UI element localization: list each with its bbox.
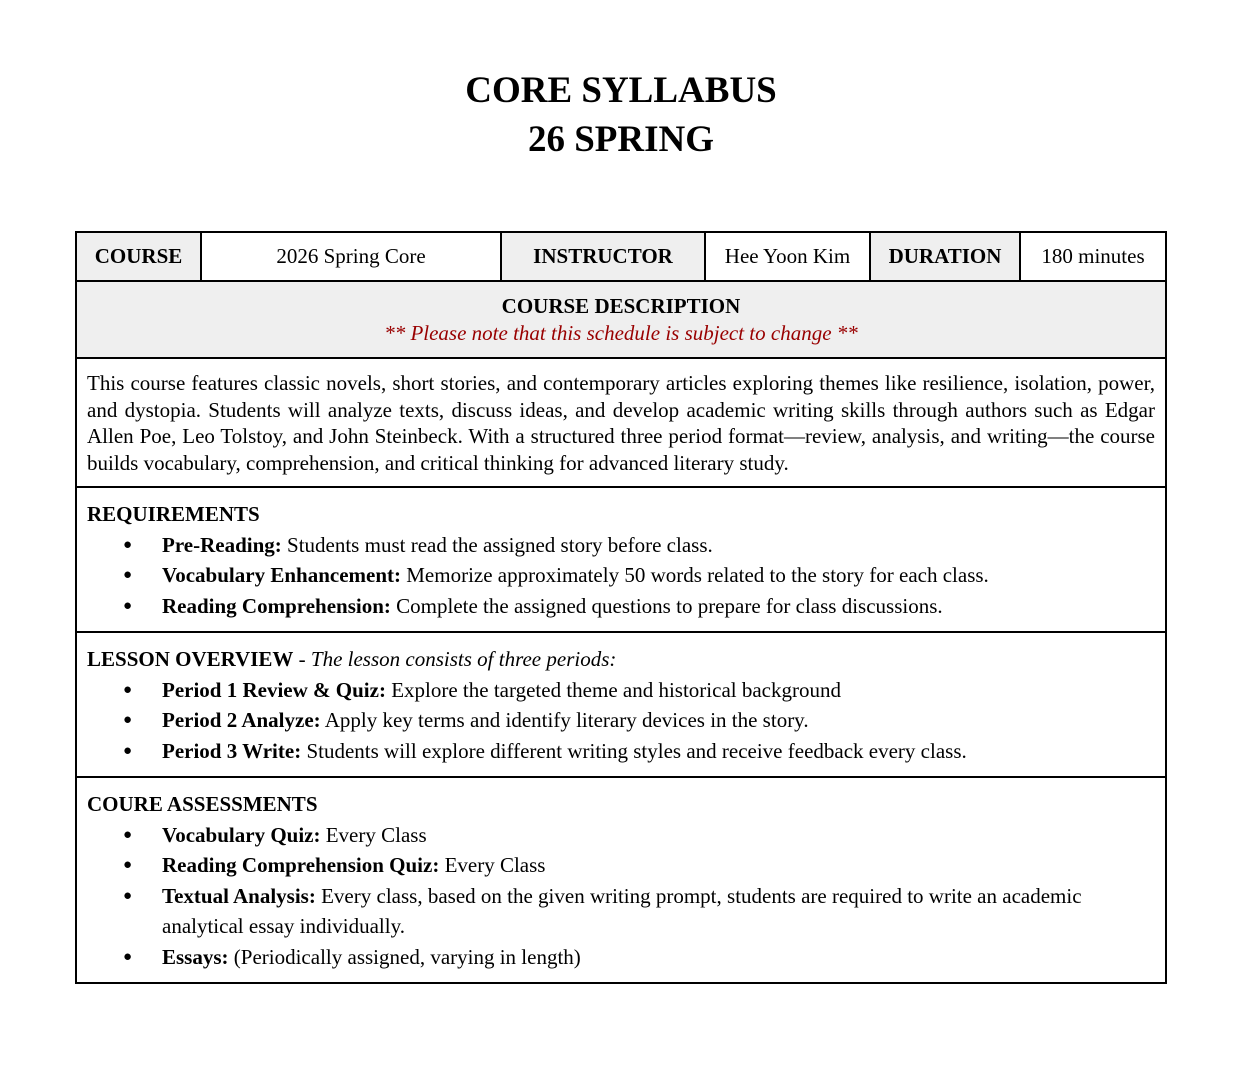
bullet-icon: ● xyxy=(123,597,133,614)
course-label: COURSE xyxy=(76,232,201,281)
bullet-icon: ● xyxy=(123,567,133,583)
course-info-row xyxy=(76,232,1166,281)
description-header-row xyxy=(76,281,1166,358)
duration-label: DURATION xyxy=(870,232,1020,281)
lesson-overview-heading: LESSON OVERVIEW xyxy=(87,647,294,671)
description-body-row xyxy=(76,358,1166,487)
syllabus-table xyxy=(75,231,1167,984)
assessments-heading: COURE ASSESSMENTS xyxy=(87,792,318,816)
list-item xyxy=(87,820,1155,851)
title-line-1: CORE SYLLABUS xyxy=(465,70,777,111)
assessments-row xyxy=(76,777,1166,983)
item-label: Reading Comprehension Quiz: xyxy=(162,853,440,877)
item-text: Apply key terms and identify literary devices in the story. xyxy=(320,708,809,732)
list-item xyxy=(87,675,1155,706)
document-title xyxy=(0,66,1242,164)
list-item xyxy=(87,591,1155,622)
item-label: Vocabulary Enhancement: xyxy=(162,563,401,587)
lesson-overview-section xyxy=(76,632,1166,777)
description-heading: COURSE DESCRIPTION xyxy=(501,293,741,318)
bullet-icon: ● xyxy=(123,948,133,965)
item-label: Pre-Reading: xyxy=(162,532,282,557)
list-item xyxy=(87,736,1155,767)
list-item xyxy=(87,530,1155,561)
lesson-overview-header xyxy=(87,644,1155,675)
bullet-icon: ● xyxy=(123,536,133,553)
assessments-list xyxy=(87,820,1155,973)
title-line-2: 26 SPRING xyxy=(527,119,715,160)
item-label: Vocabulary Quiz: xyxy=(162,822,321,847)
item-text: Every Class xyxy=(439,853,546,877)
list-item xyxy=(87,881,1155,942)
schedule-change-note: ** Please note that this schedule is subject to change ** xyxy=(384,320,858,345)
instructor-value: Hee Yoon Kim xyxy=(705,232,870,281)
item-text: Complete the assigned questions to prepare for class discussions. xyxy=(390,593,943,618)
item-text: Students must read the assigned story before class. xyxy=(281,532,713,557)
requirements-row xyxy=(76,487,1166,632)
item-label: Reading Comprehension: xyxy=(162,593,391,618)
bullet-icon: ● xyxy=(123,857,133,873)
item-text: Explore the targeted theme and historical background xyxy=(385,677,841,702)
list-item xyxy=(87,705,1155,736)
description-body: This course features classic novels, short stories, and contemporary articles exploring themes like resilience, isolation, power, and dystopia. Students will analyze texts, discuss ideas, and develop academic writing skills through authors such as Edgar Allen Poe, Leo Tolstoy, and John Steinbeck. With a structured three period format—review, analysis, and writing—the course builds vocabulary, comprehension, and critical thinking for advanced literary study. xyxy=(76,358,1166,487)
lesson-overview-separator: - xyxy=(293,647,311,671)
item-text: Every class, based on the given writing prompt, students are required to write an academic analytical essay individually. xyxy=(162,883,1082,938)
list-item xyxy=(87,560,1155,591)
instructor-label: INSTRUCTOR xyxy=(501,232,705,281)
item-label: Period 3 Write: xyxy=(162,738,302,763)
bullet-icon: ● xyxy=(123,826,133,843)
lesson-overview-list xyxy=(87,675,1155,767)
description-header xyxy=(76,281,1166,358)
lesson-overview-row xyxy=(76,632,1166,777)
item-text: Students will explore different writing styles and receive feedback every class. xyxy=(301,738,967,763)
list-item xyxy=(87,942,1155,973)
item-label: Essays: xyxy=(162,944,229,969)
requirements-section xyxy=(76,487,1166,632)
duration-value: 180 minutes xyxy=(1020,232,1166,281)
requirements-list xyxy=(87,530,1155,622)
item-text: (Periodically assigned, varying in length) xyxy=(228,944,581,969)
item-text: Memorize approximately 50 words related to the story for each class. xyxy=(401,563,989,587)
lesson-overview-subtitle: The lesson consists of three periods: xyxy=(310,647,617,671)
bullet-icon: ● xyxy=(123,712,133,728)
item-label: Period 1 Review & Quiz: xyxy=(162,677,386,702)
bullet-icon: ● xyxy=(123,681,133,698)
assessments-section xyxy=(76,777,1166,983)
item-label: Period 2 Analyze: xyxy=(162,708,321,732)
item-text: Every Class xyxy=(320,822,427,847)
item-label: Textual Analysis: xyxy=(162,883,316,908)
list-item xyxy=(87,850,1155,881)
bullet-icon: ● xyxy=(123,887,133,904)
requirements-heading: REQUIREMENTS xyxy=(87,502,260,526)
course-value: 2026 Spring Core xyxy=(201,232,501,281)
bullet-icon: ● xyxy=(123,742,133,759)
